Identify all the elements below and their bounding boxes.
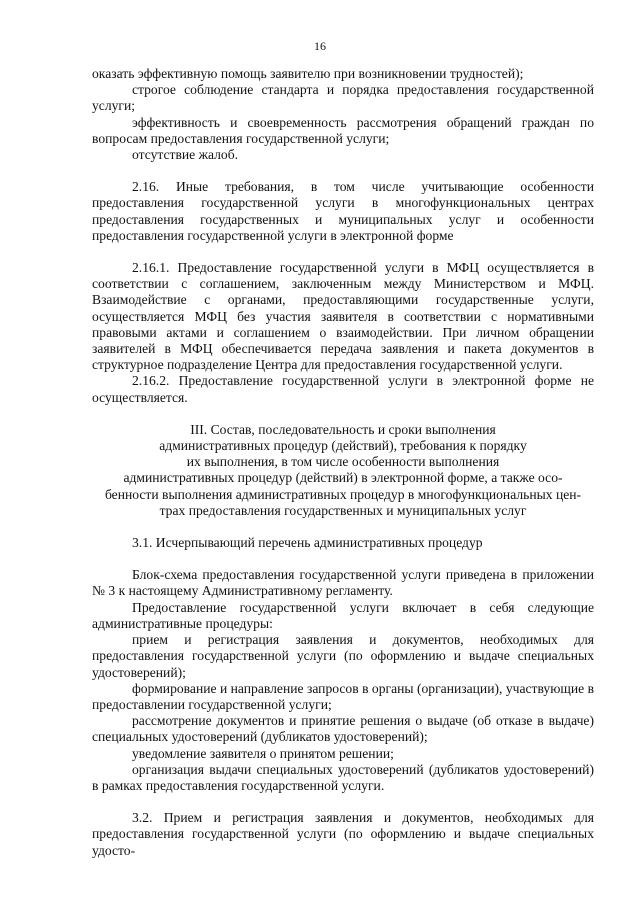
paragraph: Блок-схема предоставления государственной услуги приведена в приложении № 3 к настоящему Административному регламенту. (92, 567, 594, 599)
section-heading-line: административных процедур (действий) в электронной форме, а также осо- (123, 470, 563, 486)
paragraph: отсутствие жалоб. (132, 147, 239, 163)
spacer (92, 551, 594, 567)
section-heading-line: административных процедур (действий), требования к порядку (159, 438, 527, 454)
paragraph: Предоставление государственной услуги включает в себя следующие административные процедуры: (92, 599, 594, 631)
list-item: организация выдачи специальных удостоверений (дубликатов удостоверений) в рамках предоставления государственной услуги. (92, 761, 594, 793)
paragraph: строгое соблюдение стандарта и порядка предоставления государственной услуги; (92, 82, 594, 114)
paragraph: 2.16.2. Предоставление государственной услуги в электронной форме не осуществляется. (92, 373, 594, 405)
list-item: прием и регистрация заявления и документов, необходимых для предоставления государственной услуги (по оформлению и выдаче специальных удостоверений); (92, 632, 594, 680)
paragraph: 2.16.1. Предоставление государственной услуги в МФЦ осуществляется в соответствии с соглашением, заключенным между Министерством и МФЦ. Взаимодействие с органами, предоставляющими государственные услуги, осуществляется МФЦ без участия заявителя в соответствии с нормативными правовыми актами и соглашением о взаимодействии. При личном обращении заявителей в МФЦ обеспечивается передача заявления и пакета документов в структурное подразделение Центра для предоставления государственной услуги. (92, 260, 594, 373)
page-number: 16 (314, 39, 326, 53)
list-item: формирование и направление запросов в органы (организации), участвующие в предоставлении государственной услуги; (92, 680, 594, 712)
spacer (92, 406, 594, 422)
spacer (92, 794, 594, 810)
paragraph: эффективность и своевременность рассмотрения обращений граждан по вопросам предоставления государственной услуги; (92, 114, 594, 146)
section-title-2-16: 2.16. Иные требования, в том числе учитывающие особенности предоставления государственной услуги в многофункциональных центрах предоставления государственных и муниципальных услуг и особенности предоставления государственной услуги в электронной форме (92, 179, 594, 243)
spacer (92, 244, 594, 260)
spacer (92, 163, 594, 179)
section-heading-line: бенности выполнения административных процедур в многофункциональных цен- (104, 486, 582, 502)
page-content (92, 66, 594, 859)
list-item: уведомление заявителя о принятом решении; (132, 745, 394, 761)
section-heading-line: их выполнения, в том числе особенности выполнения (186, 454, 500, 470)
list-item: рассмотрение документов и принятие решения о выдаче (об отказе в выдаче) специальных удостоверений (дубликатов удостоверений); (92, 713, 594, 745)
subsection-title-3-1: 3.1. Исчерпывающий перечень административных процедур (132, 535, 483, 551)
section-heading (92, 422, 594, 519)
section-heading-line: III. Состав, последовательность и сроки выполнения (190, 421, 496, 437)
section-heading-line: трах предоставления государственных и муниципальных услуг (159, 502, 527, 518)
paragraph: оказать эффективную помощь заявителю при возникновении трудностей); (92, 66, 524, 81)
spacer (92, 519, 594, 535)
subsection-title-3-2: 3.2. Прием и регистрация заявления и документов, необходимых для предоставления государственной услуги (по оформлению и выдаче специальных удосто- (92, 810, 594, 858)
